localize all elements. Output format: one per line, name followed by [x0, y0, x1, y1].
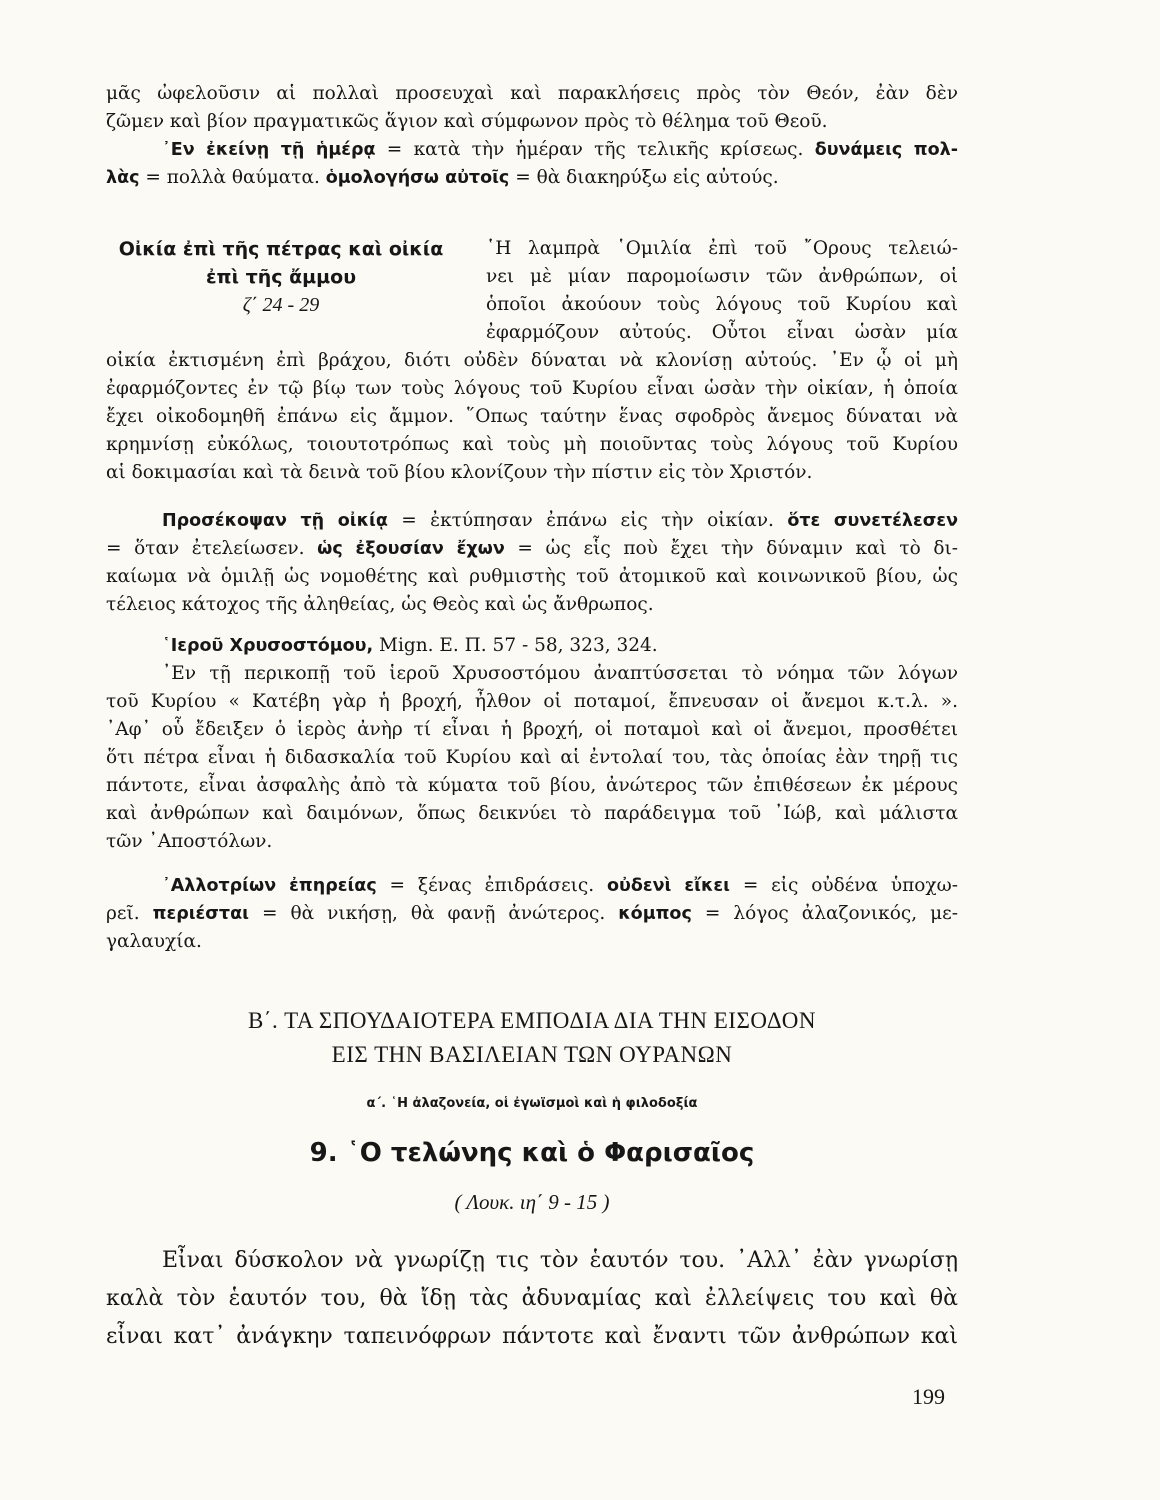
gloss-line: [106, 136, 958, 164]
text-line: ζῶμεν καὶ βίον πραγματικῶς ἅγιον καὶ σύμφωνον πρὸς τὸ θέλημα τοῦ Θεοῦ.: [106, 111, 828, 132]
text-line: καλὰ τὸν ἑαυτόν του, θὰ ἴδῃ τὰς ἀδυναμίας καὶ ἐλλείψεις του καὶ θὰ: [106, 1286, 958, 1311]
text-line: ἔχει οἰκοδομηθῆ ἐπάνω εἰς ἄμμον. ῞Οπως ταύτην ἕνας σφοδρὸς ἄνεμος δύναται νὰ: [106, 406, 958, 427]
gloss-definition: = ὅταν ἐτελείωσεν.: [106, 538, 318, 559]
text-line: μᾶς ὠφελοῦσιν αἱ πολλαὶ προσευχαὶ καὶ παρακλήσεις πρὸς τὸν Θεόν, ἐὰν δὲν: [106, 83, 958, 104]
section-heading-line: ΕΙΣ ΤΗΝ ΒΑΣΙΛΕΙΑΝ ΤΩΝ ΟΥΡΑΝΩΝ: [331, 1042, 733, 1067]
chapter-title: 9. ῾Ο τελώνης καὶ ὁ Φαρισαῖος: [309, 1138, 755, 1168]
gloss-term: ὅτε συνετέλεσεν: [787, 511, 959, 531]
text-line: εἶναι κατ᾿ ἀνάγκην ταπεινόφρων πάντοτε καὶ ἔναντι τῶν ἀνθρώπων καὶ: [106, 1324, 958, 1349]
source-author: ῾Ιεροῦ Χρυσοστόμου,: [162, 636, 374, 656]
gloss-definition: ρεῖ.: [106, 903, 153, 924]
text-line: πάντοτε, εἶναι ἀσφαλὴς ἀπὸ τὰ κύματα τοῦ βίου, ἀνώτερος τῶν ἐπιθέσεων ἐκ μέρους: [106, 775, 958, 796]
page-number: 199: [912, 1384, 945, 1409]
gloss-definition: = θὰ νικήσῃ, θὰ φανῇ ἀνώτερος.: [248, 903, 619, 924]
gloss-term: ᾿Εν ἐκείνῃ τῇ ἡμέρᾳ: [162, 140, 376, 160]
text-line: αἱ δοκιμασίαι καὶ τὰ δεινὰ τοῦ βίου κλονίζουν τὴν πίστιν εἰς τὸν Χριστόν.: [106, 462, 813, 483]
text-line: γαλαυχία.: [106, 931, 202, 952]
section-heading-line: Β΄. ΤΑ ΣΠΟΥΔΑΙΟΤΕΡΑ ΕΜΠΟΔΙΑ ΔΙΑ ΤΗΝ ΕΙΣΟΔΟΝ: [248, 1008, 816, 1033]
gloss-line: [106, 900, 958, 928]
paragraph-6: [106, 1242, 958, 1356]
gloss-definition: = λόγος ἀλαζονικός, με-: [691, 903, 958, 924]
side-title-reference: ζ΄ 24 - 29: [242, 294, 320, 316]
gloss-term: οὐδενὶ εἴκει: [607, 876, 730, 896]
section-heading: [106, 1004, 958, 1072]
paragraph-4: [106, 632, 958, 856]
gloss-line: [106, 872, 958, 900]
text-line: ῾Η λαμπρὰ ῾Ομιλία ἐπὶ τοῦ ῎Ορους τελειώ-: [486, 238, 958, 259]
source-reference: Mign. Ε. Π. 57 - 58, 323, 324.: [373, 635, 658, 656]
text-line: τοῦ Κυρίου « Κατέβη γὰρ ἡ βροχή, ἦλθον οἱ ποταμοί, ἔπνευσαν οἱ ἄνεμοι κ.τ.λ. ».: [106, 691, 958, 712]
gloss-term: ὡς ἐξουσίαν ἔχων: [317, 539, 505, 559]
paragraph-3: [106, 507, 958, 619]
paragraph-2: [106, 347, 958, 487]
text-line: ὅτι πέτρα εἶναι ἡ διδασκαλία τοῦ Κυρίου καὶ αἱ ἐντολαί του, τὰς ὁποίας ἐὰν τηρῇ τις: [106, 747, 958, 768]
side-title-line: ἐπὶ τῆς ἄμμου: [205, 266, 357, 288]
text-line: τέλειος κάτοχος τῆς ἀληθείας, ὡς Θεὸς καὶ ὡς ἄνθρωπος.: [106, 594, 654, 615]
side-title-line: Οἰκία ἐπὶ τῆς πέτρας καὶ οἰκία: [118, 238, 444, 260]
text-line: τῶν ᾿Αποστόλων.: [106, 831, 273, 852]
text-line: ᾿Εν τῇ περικοπῇ τοῦ ἱεροῦ Χρυσοστόμου ἀναπτύσσεται τὸ νόημα τῶν λόγων: [162, 663, 958, 684]
gloss-definition: = κατὰ τὴν ἡμέραν τῆς τελικῆς κρίσεως.: [375, 139, 815, 160]
gloss-definition: = ὡς εἷς ποὺ ἔχει τὴν δύναμιν καὶ τὸ δι-: [504, 538, 958, 559]
gloss-line: [106, 507, 958, 535]
gloss-term: κόμπος: [618, 904, 692, 924]
subsection-heading: α΄. ῾Η ἀλαζονεία, οἱ ἐγωϊσμοὶ καὶ ἡ φιλοδοξία: [366, 1096, 698, 1111]
section-side-title: [106, 235, 456, 319]
text-line: ἐφαρμόζουν αὐτούς. Οὗτοι εἶναι ὡσὰν μία: [486, 322, 958, 343]
text-line: οἰκία ἐκτισμένη ἐπὶ βράχου, διότι οὐδὲν δύναται νὰ κλονίσῃ αὐτούς. ᾿Εν ᾧ οἱ μὴ: [106, 350, 958, 371]
gloss-term: ὁμολογήσω αὐτοῖς: [325, 168, 510, 188]
gloss-definition: = πολλὰ θαύματα.: [139, 167, 326, 188]
gloss-term: Προσέκοψαν τῇ οἰκίᾳ: [162, 511, 388, 531]
text-line: ᾿Αφ᾿ οὗ ἔδειξεν ὁ ἱερὸς ἀνὴρ τί εἶναι ἡ βροχή, οἱ ποταμοὶ καὶ οἱ ἄνεμοι, προσθέτει: [106, 719, 958, 740]
gloss-definition: = ξένας ἐπιδράσεις.: [376, 875, 608, 896]
text-line: ὁποῖοι ἀκούουν τοὺς λόγους τοῦ Κυρίου καὶ: [486, 294, 958, 315]
text-line: ἐφαρμόζοντες ἐν τῷ βίῳ των τοὺς λόγους τοῦ Κυρίου εἶναι ὡσὰν τὴν οἰκίαν, ἡ ὁποία: [106, 378, 958, 399]
text-line: κρημνίσῃ εὐκόλως, τοιουτοτρόπως καὶ τοὺς μὴ ποιοῦντας τοὺς λόγους τοῦ Κυρίου: [106, 434, 958, 455]
chapter-reference: ( Λουκ. ιη΄ 9 - 15 ): [454, 1190, 610, 1214]
gloss-term: δυνάμεις πολ-: [814, 140, 958, 160]
text-line: καὶ ἀνθρώπων καὶ δαιμόνων, ὅπως δεικνύει τὸ παράδειγμα τοῦ ᾿Ιώβ, καὶ μάλιστα: [106, 803, 958, 824]
paragraph-2-start: [486, 235, 958, 347]
gloss-definition: = ἐκτύπησαν ἐπάνω εἰς τὴν οἰκίαν.: [387, 510, 788, 531]
source-line: [106, 632, 958, 660]
gloss-definition: = θὰ διακηρύξω εἰς αὐτούς.: [509, 167, 779, 188]
text-line: καίωμα νὰ ὁμιλῇ ὡς νομοθέτης καὶ ρυθμιστὴς τοῦ ἀτομικοῦ καὶ κοινωνικοῦ βίου, ὡς: [106, 566, 958, 587]
text-line: νει μὲ μίαν παρομοίωσιν τῶν ἀνθρώπων, οἱ: [486, 266, 958, 287]
gloss-term: λὰς: [106, 168, 140, 188]
text-line: Εἶναι δύσκολον νὰ γνωρίζῃ τις τὸν ἑαυτόν του. ᾿Αλλ᾿ ἐὰν γνωρίσῃ: [162, 1248, 958, 1273]
gloss-term: περιέσται: [152, 904, 249, 924]
gloss-definition: = εἰς οὐδένα ὑποχω-: [729, 875, 958, 896]
gloss-term: ᾿Αλλοτρίων ἐπηρείας: [162, 876, 377, 896]
paragraph-1: [106, 80, 958, 192]
gloss-line: [106, 535, 958, 563]
paragraph-5: [106, 872, 958, 956]
gloss-line: [106, 164, 958, 192]
